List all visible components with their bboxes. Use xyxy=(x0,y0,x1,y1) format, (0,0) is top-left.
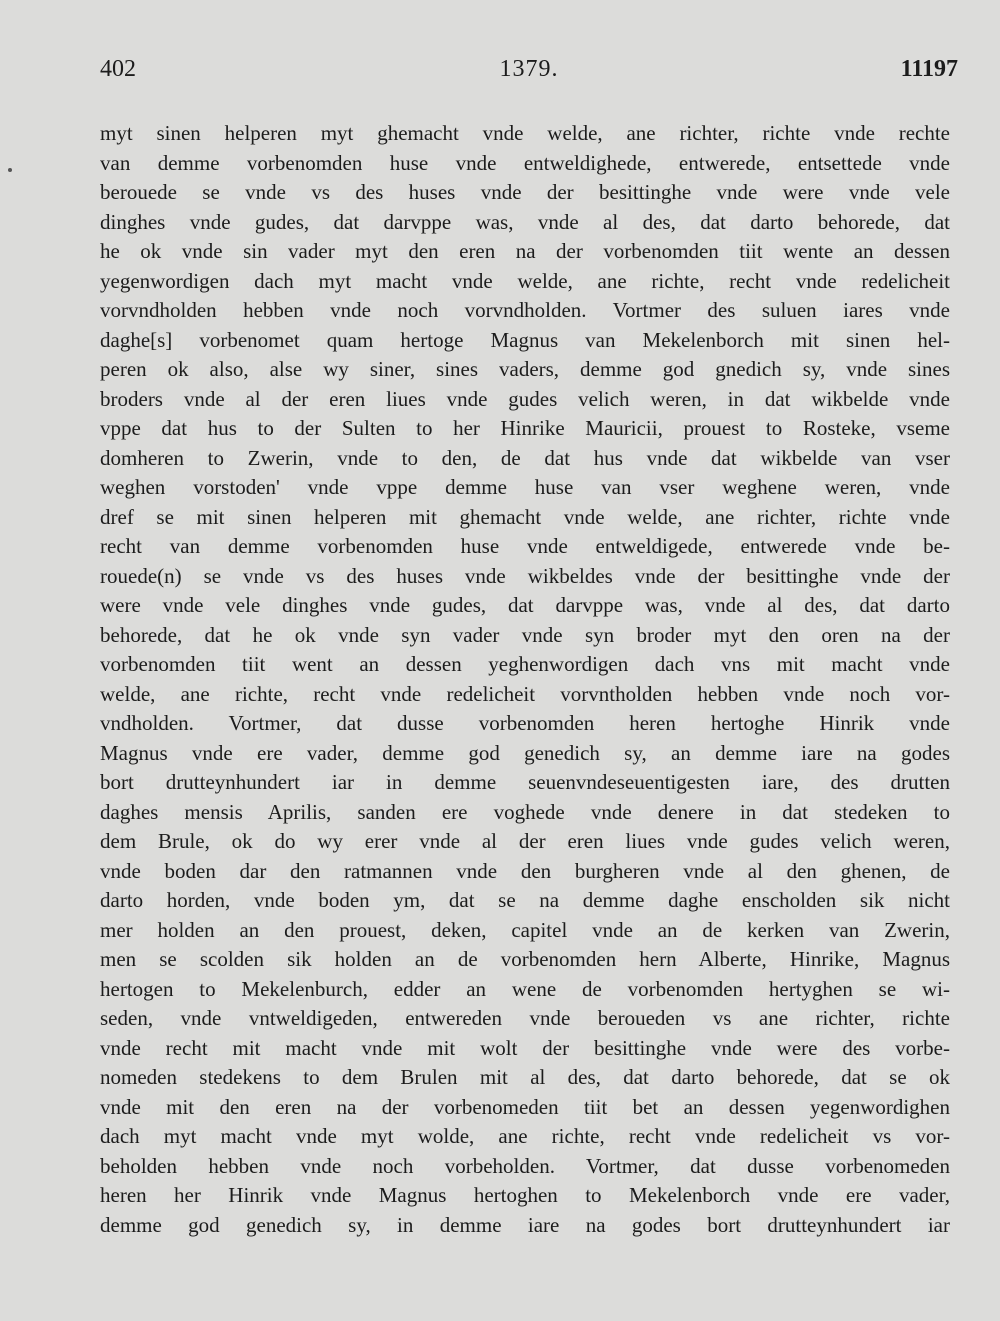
text-line: heren her Hinrik vnde Magnus hertoghen to Mekelenborch vnde ere vader, xyxy=(100,1183,950,1207)
text-line: vnde mit den eren na der vorbenomeden tiit bet an dessen yegenwordighen xyxy=(100,1094,950,1119)
text-line: vndholden. Vortmer, dat dusse vorbenomden heren hertoghe Hinrik vnde xyxy=(100,711,950,735)
text-line: hertogen to Mekelenburch, edder an wene de vorbenomden hertyghen se wi- xyxy=(100,976,950,1001)
document-number: 11197 xyxy=(900,56,958,82)
margin-speck xyxy=(8,168,12,172)
text-line: Magnus vnde ere vader, demme god genedich sy, an demme iare na godes xyxy=(100,740,950,765)
text-line: were vnde vele dinghes vnde gudes, dat darvppe was, vnde al des, dat darto xyxy=(100,593,950,617)
text-line: recht van demme vorbenomden huse vnde entweldigede, entwerede vnde be- xyxy=(100,534,950,558)
text-line: nomeden stedekens to dem Brulen mit al des, dat darto behorede, dat se ok xyxy=(100,1065,950,1089)
page-number: 402 xyxy=(100,56,136,82)
body-text xyxy=(100,119,950,1240)
text-line: seden, vnde vntweldigeden, entwereden vnde beroueden vs ane richter, richte xyxy=(100,1006,950,1030)
text-line: welde, ane richte, recht vnde redelicheit vorvntholden hebben vnde noch vor- xyxy=(100,681,950,706)
text-line: behorede, dat he ok vnde syn vader vnde syn broder myt den oren na der xyxy=(100,622,950,647)
text-line: dref se mit sinen helperen mit ghemacht vnde welde, ane richter, richte vnde xyxy=(100,504,950,529)
text-line: weghen vorstoden' vnde vppe demme huse van vser weghene weren, vnde xyxy=(100,475,950,499)
text-line: bort drutteynhundert iar in demme seuenvndeseuentigesten iare, des drutten xyxy=(100,770,950,794)
text-line: beholden hebben vnde noch vorbeholden. Vortmer, dat dusse vorbenomeden xyxy=(100,1153,950,1178)
text-line: domheren to Zwerin, vnde to den, de dat hus vnde dat wikbelde van vser xyxy=(100,445,950,470)
text-line: berouede se vnde vs des huses vnde der besittinghe vnde were vnde vele xyxy=(100,180,950,204)
running-header xyxy=(100,56,958,90)
text-line: vnde recht mit macht vnde mit wolt der besittinghe vnde were des vorbe- xyxy=(100,1035,950,1060)
text-line: mer holden an den prouest, deken, capitel vnde an de kerken van Zwerin, xyxy=(100,917,950,942)
text-line: vppe dat hus to der Sulten to her Hinrike Mauricii, prouest to Rosteke, vseme xyxy=(100,416,950,440)
text-line: broders vnde al der eren liues vnde gudes velich weren, in dat wikbelde vnde xyxy=(100,386,950,411)
text-line: van demme vorbenomden huse vnde entweldighede, entwerede, entsettede vnde xyxy=(100,150,950,175)
text-line: vorvndholden hebben vnde noch vorvndholden. Vortmer des suluen iares vnde xyxy=(100,298,950,322)
text-line: dach myt macht vnde myt wolde, ane richte, recht vnde redelicheit vs vor- xyxy=(100,1124,950,1148)
text-line: men se scolden sik holden an de vorbenomden hern Alberte, Hinrike, Magnus xyxy=(100,947,950,971)
text-line: daghe[s] vorbenomet quam hertoge Magnus van Mekelenborch mit sinen hel- xyxy=(100,327,950,352)
text-line: demme god genedich sy, in demme iare na godes bort drutteynhundert iar xyxy=(100,1212,950,1237)
text-line: darto horden, vnde boden ym, dat se na demme daghe enscholden sik nicht xyxy=(100,888,950,912)
header-year: 1379. xyxy=(499,56,559,82)
text-line: dinghes vnde gudes, dat darvppe was, vnde al des, dat darto behorede, dat xyxy=(100,209,950,234)
text-line: rouede(n) se vnde vs des huses vnde wikbeldes vnde der besittinghe vnde der xyxy=(100,563,950,588)
text-line: he ok vnde sin vader myt den eren na der vorbenomden tiit wente an dessen xyxy=(100,239,950,263)
text-line: peren ok also, alse wy siner, sines vaders, demme god gnedich sy, vnde sines xyxy=(100,357,950,381)
text-line: myt sinen helperen myt ghemacht vnde welde, ane richter, richte vnde rechte xyxy=(100,121,950,145)
text-line: daghes mensis Aprilis, sanden ere voghede vnde denere in dat stedeken to xyxy=(100,799,950,824)
text-line: yegenwordigen dach myt macht vnde welde, ane richte, recht vnde redelicheit xyxy=(100,268,950,293)
text-line: dem Brule, ok do wy erer vnde al der eren liues vnde gudes velich weren, xyxy=(100,829,950,853)
text-line: vnde boden dar den ratmannen vnde den burgheren vnde al den ghenen, de xyxy=(100,858,950,883)
text-line: vorbenomden tiit went an dessen yeghenwordigen dach vns mit macht vnde xyxy=(100,652,950,676)
